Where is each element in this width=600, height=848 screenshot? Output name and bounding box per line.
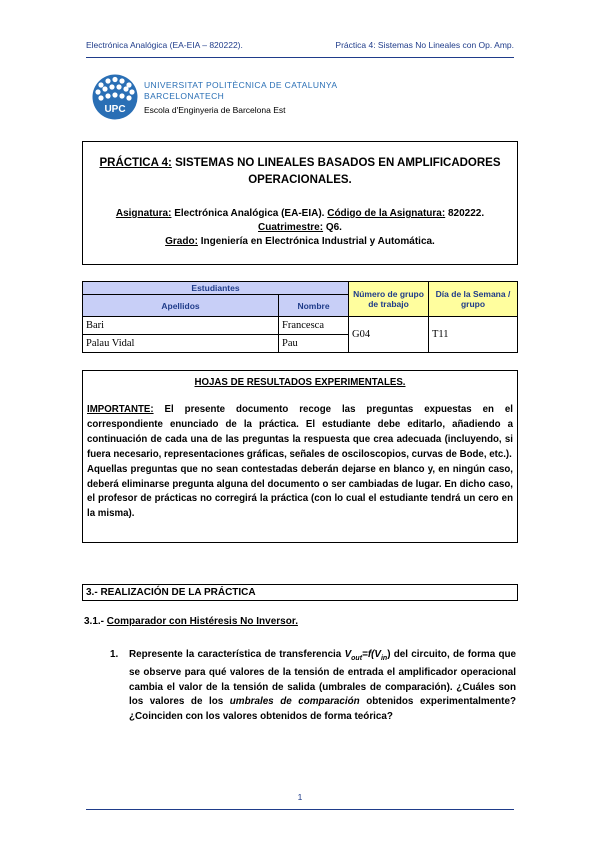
logo-barcelonatech: BARCELONATECH xyxy=(144,91,225,101)
subsection-title: 3.1.- Comparador con Histéresis No Inversor. xyxy=(84,616,298,627)
group-cell: G04 xyxy=(349,317,429,353)
students-table xyxy=(82,281,518,353)
header-practice: Práctica 4: Sistemas No Lineales con Op. Amp. xyxy=(335,40,514,50)
name-header: Nombre xyxy=(279,295,349,317)
results-paragraph-2: Aquellas preguntas que no sean contestadas deberán dejarse en blanco y, en ningún caso, deberá eliminarse pregunta alguna del documento o ser cambiadas de lugar. En dicho caso, el profesor de prácticas no corregirá la práctica (con lo cual el estudiante tendrá un cero en la misma). xyxy=(87,463,513,520)
practice-title-box xyxy=(82,141,518,265)
logo-school-name: Escola d'Enginyeria de Barcelona Est xyxy=(144,105,286,115)
important-label: IMPORTANTE: xyxy=(87,404,154,415)
degree-line: Grado: Ingeniería en Electrónica Industrial y Automática. xyxy=(165,236,435,247)
term-line: Cuatrimestre: Q6. xyxy=(258,222,342,233)
question-number: 1. xyxy=(110,649,119,660)
surname-cell: Palau Vidal xyxy=(83,335,279,353)
table-row xyxy=(83,317,518,335)
practice-title-line1: PRÁCTICA 4: SISTEMAS NO LINEALES BASADOS EN AMPLIFICADORES xyxy=(99,157,501,169)
logo-university-name: UNIVERSITAT POLITÈCNICA DE CATALUNYA xyxy=(144,80,338,90)
surname-cell: Bari xyxy=(83,317,279,335)
header-rule xyxy=(86,57,514,58)
question-1 xyxy=(110,648,516,724)
section-title: 3.- REALIZACIÓN DE LA PRÁCTICA xyxy=(82,584,518,601)
name-cell: Pau xyxy=(279,335,349,353)
university-logo xyxy=(92,74,412,122)
results-box xyxy=(82,370,518,543)
day-header: Día de la Semana / grupo xyxy=(429,282,518,317)
header-course: Electrónica Analógica (EA-EIA – 820222). xyxy=(86,40,243,50)
surname-header: Apellidos xyxy=(83,295,279,317)
footer-rule xyxy=(86,809,514,810)
students-header: Estudiantes xyxy=(83,282,349,295)
subject-line: Asignatura: Electrónica Analógica (EA-EIA). Código de la Asignatura: 820222. xyxy=(115,208,485,219)
upc-seal-icon xyxy=(92,74,138,120)
results-body xyxy=(87,403,513,522)
question-text: Represente la característica de transferencia $V_{out}=f(V_{in})$ del circuito, de forma que se observe para qué valores de la tensión de entrada el amplificador operacional cambia el valor de la tensión de salida (umbrales de comparación). ¿Cuáles son los valores de los umbrales de comparación obtenidos experimentalmente? ¿Coinciden con los valores obtenidos de forma teórica? xyxy=(129,649,516,722)
results-title: HOJAS DE RESULTADOS EXPERIMENTALES. xyxy=(194,377,406,388)
page-header xyxy=(86,40,514,56)
name-cell: Francesca xyxy=(279,317,349,335)
page-number: 1 xyxy=(297,792,303,802)
results-paragraph-1: El presente documento recoge las preguntas expuestas en el correspondiente enunciado de la práctica. El estudiante debe editarlo, añadiendo a continuación de cada una de las preguntas la respuesta que crea adecuada (incluyendo, si fuera necesario, representaciones gráficas, señales de osciloscopios, curvas de Bode, etc.). xyxy=(87,404,513,460)
day-cell: T11 xyxy=(429,317,518,353)
seal-text: UPC xyxy=(104,104,126,115)
group-header: Número de grupo de trabajo xyxy=(349,282,429,317)
practice-title-line2: OPERACIONALES. xyxy=(248,174,352,186)
